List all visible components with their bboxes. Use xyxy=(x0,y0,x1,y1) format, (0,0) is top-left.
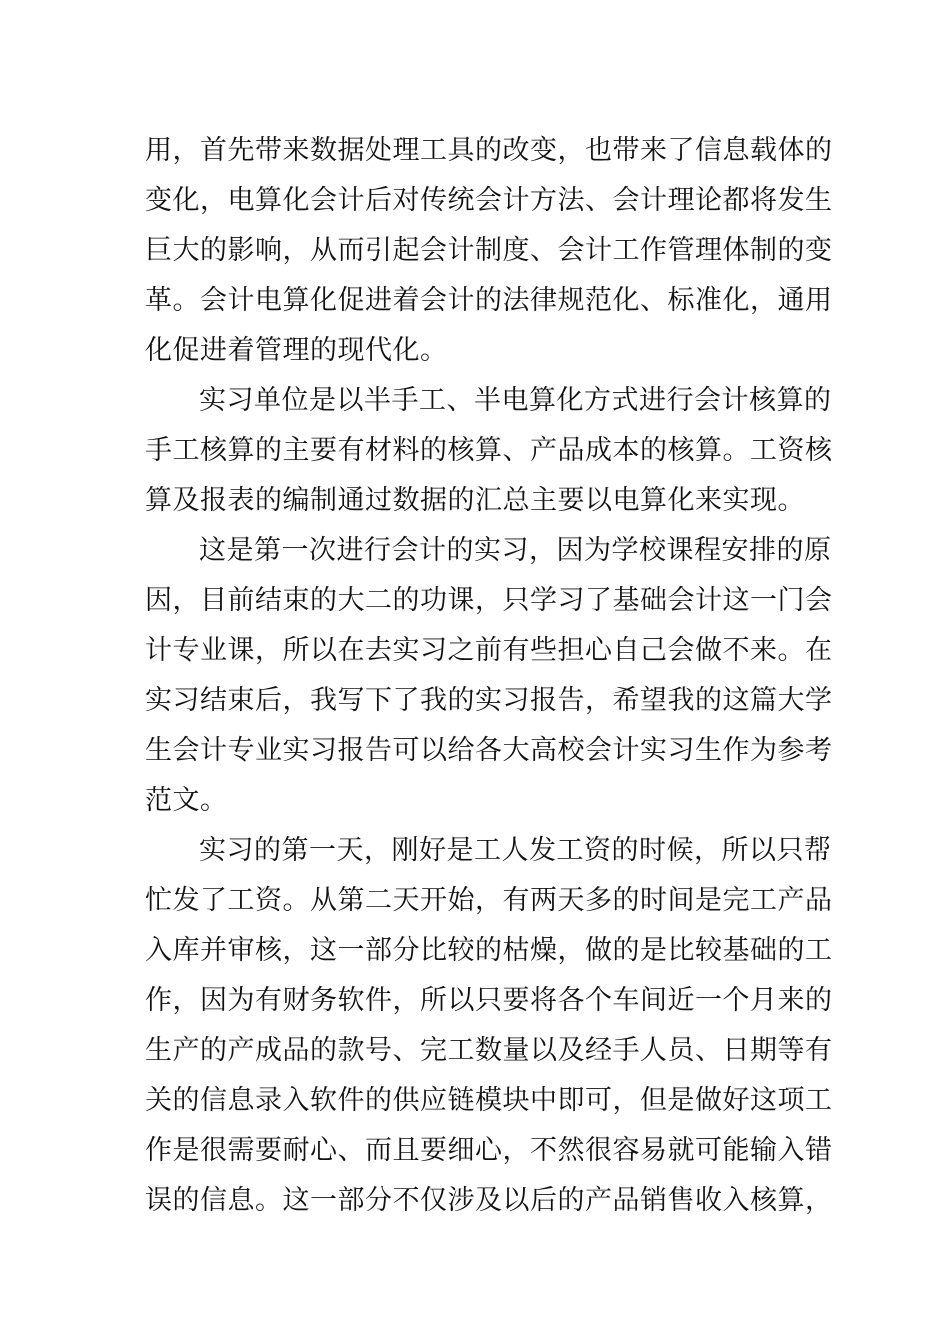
text-line: 生产的产成品的款号、完工数量以及经手人员、日期等有 xyxy=(145,1035,833,1066)
text-line: 手工核算的主要有材料的核算、产品成本的核算。工资核 xyxy=(145,435,833,466)
text-line: 忙发了工资。从第二天开始，有两天多的时间是完工产品 xyxy=(145,885,833,916)
text-line: 生会计专业实习报告可以给各大高校会计实习生作为参考 xyxy=(145,735,833,766)
text-line: 误的信息。这一部分不仅涉及以后的产品销售收入核算， xyxy=(145,1185,833,1216)
text-line: 范文。 xyxy=(145,785,228,816)
text-line: 用，首先带来数据处理工具的改变，也带来了信息载体的 xyxy=(145,135,833,166)
text-line: 作是很需要耐心、而且要细心，不然很容易就可能输入错 xyxy=(145,1135,833,1166)
text-line: 化促进着管理的现代化。 xyxy=(145,335,448,366)
text-line: 巨大的影响，从而引起会计制度、会计工作管理体制的变 xyxy=(145,235,833,266)
text-line: 计专业课，所以在去实习之前有些担心自己会做不来。在 xyxy=(145,635,833,666)
text-line: 变化，电算化会计后对传统会计方法、会计理论都将发生 xyxy=(145,185,833,216)
text-line: 关的信息录入软件的供应链模块中即可，但是做好这项工 xyxy=(145,1085,833,1116)
text-line: 因，目前结束的大二的功课，只学习了基础会计这一门会 xyxy=(145,585,833,616)
text-line: 实习的第一天，刚好是工人发工资的时候，所以只帮 xyxy=(199,835,832,866)
text-line: 实习单位是以半手工、半电算化方式进行会计核算的 xyxy=(199,385,832,416)
text-line: 作，因为有财务软件，所以只要将各个车间近一个月来的 xyxy=(145,985,833,1016)
text-line: 入库并审核，这一部分比较的枯燥，做的是比较基础的工 xyxy=(145,935,833,966)
text-line: 算及报表的编制通过数据的汇总主要以电算化来实现。 xyxy=(145,485,805,516)
text-line: 实习结束后，我写下了我的实习报告，希望我的这篇大学 xyxy=(145,685,833,716)
text-line: 这是第一次进行会计的实习，因为学校课程安排的原 xyxy=(199,535,832,566)
text-line: 革。会计电算化促进着会计的法律规范化、标准化，通用 xyxy=(145,285,833,316)
body-text xyxy=(145,126,833,1226)
